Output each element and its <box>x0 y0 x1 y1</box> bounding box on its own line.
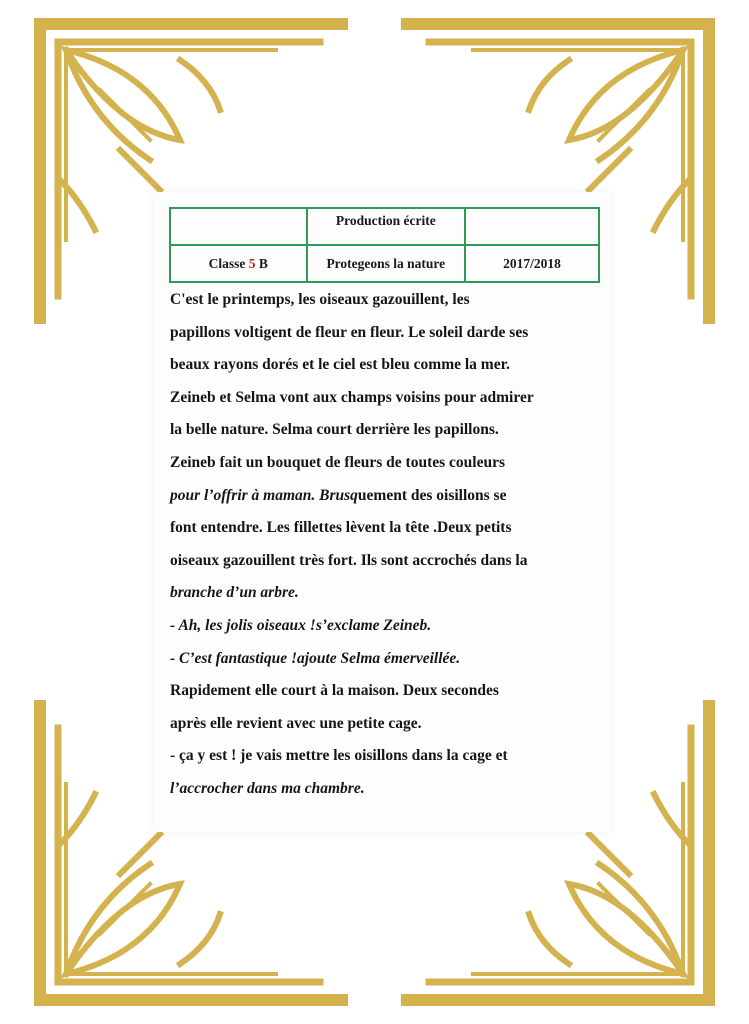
text-body <box>170 284 610 806</box>
text-line: branche d’un arbre. <box>170 584 299 602</box>
text-line: papillons voltigent de fleur en fleur. Le soleil darde ses <box>170 323 529 341</box>
school-year: 2017/2018 <box>465 245 599 282</box>
text-line: l’accrocher dans ma chambre. <box>170 779 365 797</box>
header-cell-empty <box>170 208 307 245</box>
class-cell <box>170 245 307 282</box>
text-line: beaux rayons dorés et le ciel est bleu comme la mer. <box>170 356 510 374</box>
text-italic: pour l’offrir à maman. Brusq <box>170 486 358 504</box>
title-production-ecrite: Production écrite <box>307 208 466 245</box>
class-suffix: B <box>255 255 268 271</box>
text-line: font entendre. Les fillettes lèvent la tête .Deux petits <box>170 519 512 537</box>
text-line: la belle nature. Selma court derrière les papillons. <box>170 421 499 439</box>
text-line: après elle revient avec une petite cage. <box>170 714 422 732</box>
text-line: Zeineb et Selma vont aux champs voisins pour admirer <box>170 388 534 406</box>
class-prefix: Classe <box>208 255 249 271</box>
dialogue-line: - Ah, les jolis oiseaux !s’exclame Zeineb. <box>170 616 432 634</box>
dialogue-line: - C’est fantastique !ajoute Selma émerveillée. <box>170 649 461 667</box>
text-line: Rapidement elle court à la maison. Deux secondes <box>170 682 499 700</box>
text-line: Zeineb fait un bouquet de fleurs de toutes couleurs <box>170 453 505 471</box>
text-line <box>170 480 610 513</box>
text-line: oiseaux gazouillent très fort. Ils sont accrochés dans la <box>170 551 528 569</box>
header-row <box>170 208 599 245</box>
text-normal: uement des oisillons se <box>357 486 507 504</box>
header-cell-empty <box>465 208 599 245</box>
header-row <box>170 245 599 282</box>
header-table <box>169 207 600 283</box>
dialogue-line: - ça y est ! je vais mettre les oisillons dans la cage et <box>170 747 508 765</box>
class-number: 5 <box>248 255 256 271</box>
theme-title: Protegeons la nature <box>307 245 466 282</box>
text-line: C'est le printemps, les oiseaux gazouillent, les <box>170 291 470 308</box>
